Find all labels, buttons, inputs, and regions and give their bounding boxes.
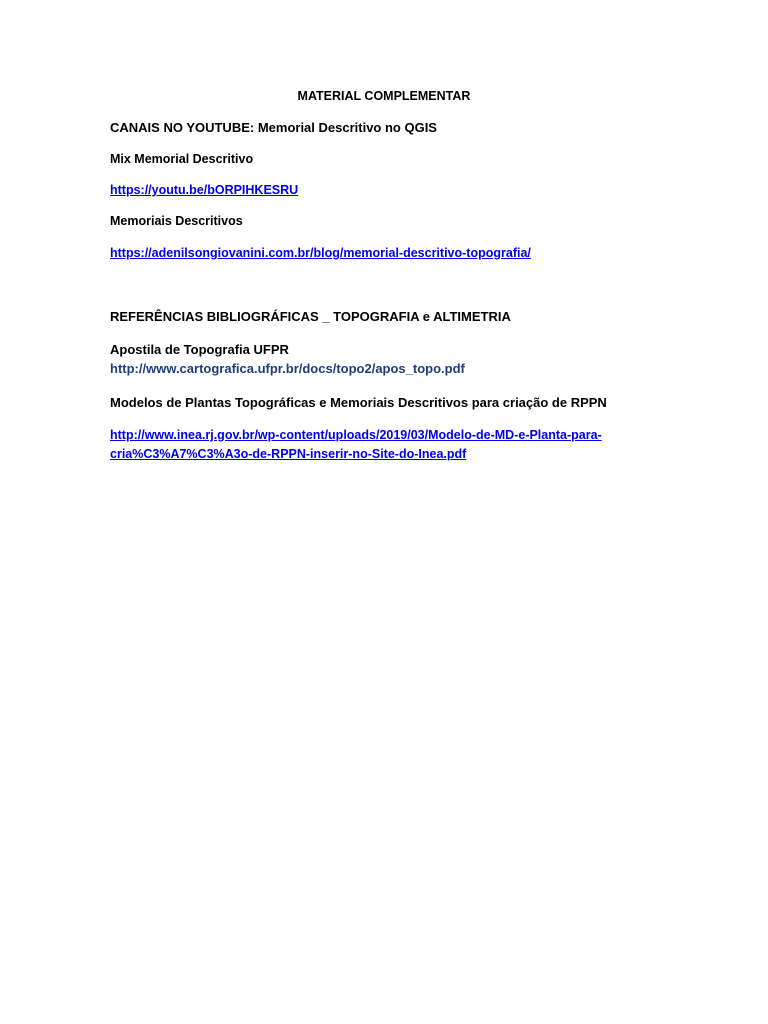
modelos-link-line2[interactable]: cria%C3%A7%C3%A3o-de-RPPN-inserir-no-Site-do-Inea.pdf (110, 447, 467, 461)
modelos-label: Modelos de Plantas Topográficas e Memoriais Descritivos para criação de RPPN (110, 395, 607, 410)
document-title: MATERIAL COMPLEMENTAR (297, 89, 471, 103)
memoriais-descritivos-label: Memoriais Descritivos (110, 214, 243, 228)
apostila-link[interactable]: http://www.cartografica.ufpr.br/docs/topo2/apos_topo.pdf (110, 361, 465, 376)
references-heading: REFERÊNCIAS BIBLIOGRÁFICAS _ TOPOGRAFIA e ALTIMETRIA (110, 309, 511, 324)
memoriais-descritivos-link[interactable]: https://adenilsongiovanini.com.br/blog/memorial-descritivo-topografia/ (110, 246, 531, 260)
mix-memorial-link[interactable]: https://youtu.be/bORPIHKESRU (110, 183, 299, 197)
modelos-link-line1[interactable]: http://www.inea.rj.gov.br/wp-content/uploads/2019/03/Modelo-de-MD-e-Planta-para- (110, 428, 602, 442)
mix-memorial-label: Mix Memorial Descritivo (110, 152, 254, 166)
apostila-label: Apostila de Topografia UFPR (110, 342, 289, 357)
youtube-heading: CANAIS NO YOUTUBE: Memorial Descritivo no QGIS (110, 120, 437, 135)
